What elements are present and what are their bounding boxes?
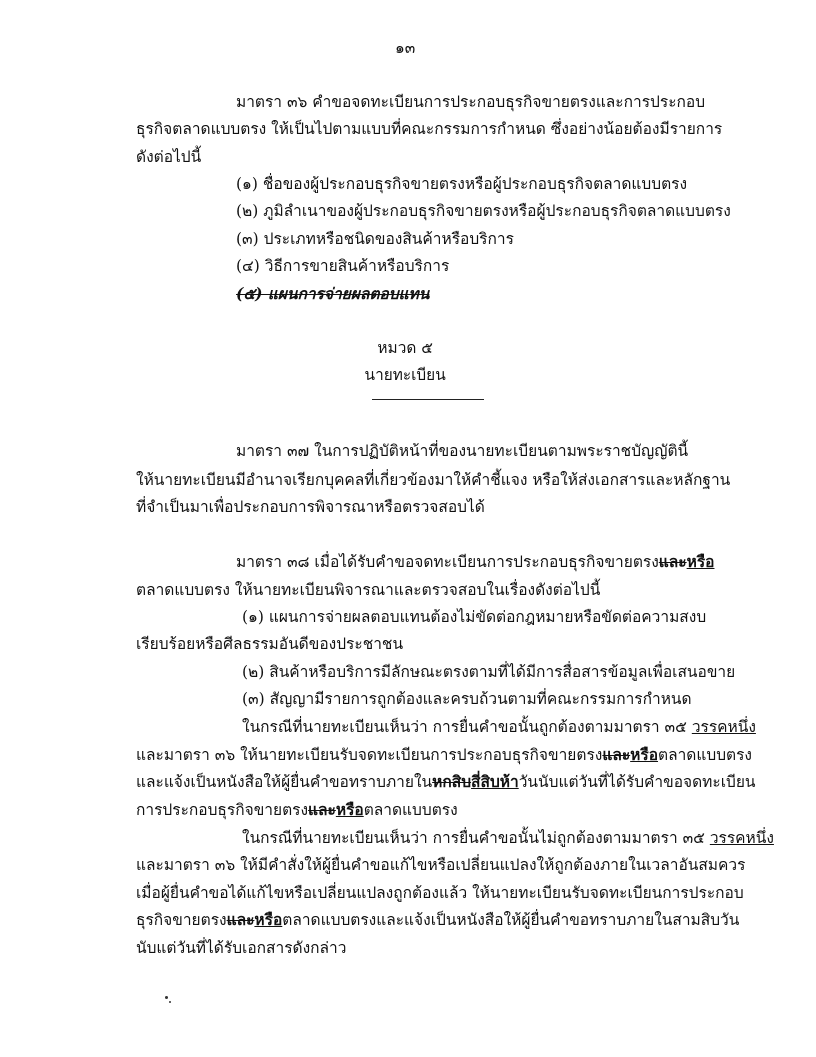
- struck-and: และ: [658, 552, 687, 571]
- inserted-or: หรือ: [686, 552, 715, 571]
- para-1-line-4-end: ตลาดแบบตรง: [363, 801, 458, 819]
- section-38-para-1-line-2: [136, 745, 752, 765]
- section-38-line-2: ตลาดแบบตรง ให้นายทะเบียนพิจารณาและตรวจสอบในเรื่องดังต่อไปนี้: [136, 581, 601, 599]
- section-38-para-1-line-4: [136, 800, 458, 820]
- section-36-item-1: (๑) ชื่อของผู้ประกอบธุรกิจขายตรงหรือผู้ประกอบธุรกิจตลาดแบบตรง: [236, 175, 688, 193]
- page-number: ๑๓: [394, 39, 416, 57]
- chapter-divider: [372, 399, 484, 400]
- chapter-title: นายทะเบียน: [364, 366, 446, 384]
- section-37-line-1: มาตรา ๓๗ ในการปฏิบัติหน้าที่ของนายทะเบียนตามพระราชบัญญัตินี้: [236, 442, 689, 460]
- para-1-text: ในกรณีที่นายทะเบียนเห็นว่า การยื่นคำขอนั้นถูกต้องตามมาตรา ๓๕: [242, 718, 692, 736]
- section-38-para-1-line-3: [136, 772, 756, 792]
- section-38-item-3: (๓) สัญญามีรายการถูกต้องและครบถ้วนตามที่คณะกรรมการกำหนด: [242, 690, 692, 708]
- struck-sixty: หกสิบ: [432, 772, 472, 791]
- section-38-para-2-line-2: และมาตรา ๓๖ ให้มีคำสั่งให้ผู้ยื่นคำขอแก้ไขหรือเปลี่ยนแปลงให้ถูกต้องภายในเวลาอันสมควร: [136, 856, 746, 874]
- section-38-item-1: (๑) แผนการจ่ายผลตอบแทนต้องไม่ขัดต่อกฎหมายหรือขัดต่อความสงบ: [242, 608, 707, 626]
- inserted-or: หรือ: [335, 800, 364, 819]
- para-1-line-2-end: ตลาดแบบตรง: [658, 746, 752, 764]
- scan-speck: [169, 1001, 171, 1003]
- section-36-item-3: (๓) ประเภทหรือชนิดของสินค้าหรือบริการ: [236, 230, 514, 248]
- scan-speck: [165, 996, 168, 999]
- section-36-line-1: มาตรา ๓๖ คำขอจดทะเบียนการประกอบธุรกิจขายตรงและการประกอบ: [236, 93, 706, 111]
- section-38-para-2-line-1: [242, 828, 774, 848]
- struck-and: และ: [308, 800, 336, 819]
- para-2-text: ในกรณีที่นายทะเบียนเห็นว่า การยื่นคำขอนั้นไม่ถูกต้องตามมาตรา ๓๕: [242, 829, 710, 847]
- section-36-item-4: (๔) วิธีการขายสินค้าหรือบริการ: [236, 257, 450, 275]
- para-2-line-4-end: ตลาดแบบตรงและแจ้งเป็นหนังสือให้ผู้ยื่นคำขอทราบภายในสามสิบวัน: [282, 911, 740, 929]
- section-38-line-1-text: มาตรา ๓๘ เมื่อได้รับคำขอจดทะเบียนการประกอบธุรกิจขายตรง: [236, 553, 659, 571]
- section-38-para-2-line-5: นับแต่วันที่ได้รับเอกสารดังกล่าว: [136, 939, 347, 957]
- inserted-paragraph-one: วรรคหนึ่ง: [691, 718, 756, 736]
- section-38-item-2: (๒) สินค้าหรือบริการมีลักษณะตรงตามที่ได้มีการสื่อสารข้อมูลเพื่อเสนอขาย: [242, 663, 736, 681]
- struck-and: และ: [602, 745, 631, 764]
- section-37-line-2: ให้นายทะเบียนมีอำนาจเรียกบุคคลที่เกี่ยวข้องมาให้คำชี้แจง หรือให้ส่งเอกสารและหลักฐาน: [136, 471, 731, 489]
- inserted-or: หรือ: [630, 745, 659, 764]
- inserted-forty-five: สี่สิบห้า: [471, 772, 519, 791]
- para-1-line-4-text: การประกอบธุรกิจขายตรง: [136, 801, 309, 819]
- section-37-line-3: ที่จำเป็นมาเพื่อประกอบการพิจารณาหรือตรวจสอบได้: [136, 498, 485, 516]
- inserted-or: หรือ: [254, 910, 283, 929]
- section-38-item-1-cont: เรียบร้อยหรือศีลธรรมอันดีของประชาชน: [136, 635, 404, 653]
- para-2-line-4-text: ธุรกิจขายตรง: [136, 911, 227, 929]
- chapter-number: หมวด ๕: [377, 339, 433, 357]
- inserted-paragraph-one: วรรคหนึ่ง: [709, 829, 774, 847]
- section-38-para-2-line-3: เมื่อผู้ยื่นคำขอได้แก้ไขหรือเปลี่ยนแปลงถูกต้องแล้ว ให้นายทะเบียนรับจดทะเบียนการประกอบ: [136, 884, 744, 902]
- para-1-line-2-text: และมาตรา ๓๖ ให้นายทะเบียนรับจดทะเบียนการประกอบธุรกิจขายตรง: [136, 746, 603, 764]
- section-36-line-3: ดังต่อไปนี้: [136, 148, 202, 166]
- section-36-line-2: ธุรกิจตลาดแบบตรง ให้เป็นไปตามแบบที่คณะกรรมการกำหนด ซึ่งอย่างน้อยต้องมีรายการ: [136, 120, 723, 138]
- section-36-item-2: (๒) ภูมิลำเนาของผู้ประกอบธุรกิจขายตรงหรือผู้ประกอบธุรกิจตลาดแบบตรง: [236, 202, 731, 220]
- section-38-para-1-line-1: [242, 717, 756, 737]
- para-1-line-3-end: วันนับแต่วันที่ได้รับคำขอจดทะเบียน: [518, 773, 756, 791]
- para-1-line-3-text: และแจ้งเป็นหนังสือให้ผู้ยื่นคำขอทราบภายใน: [136, 773, 433, 791]
- section-38-para-2-line-4: [136, 910, 739, 930]
- section-38-line-1: [236, 552, 714, 572]
- struck-and: และ: [226, 910, 255, 929]
- section-36-item-5-struck: (๕) แผนการจ่ายผลตอบแทน: [236, 284, 430, 303]
